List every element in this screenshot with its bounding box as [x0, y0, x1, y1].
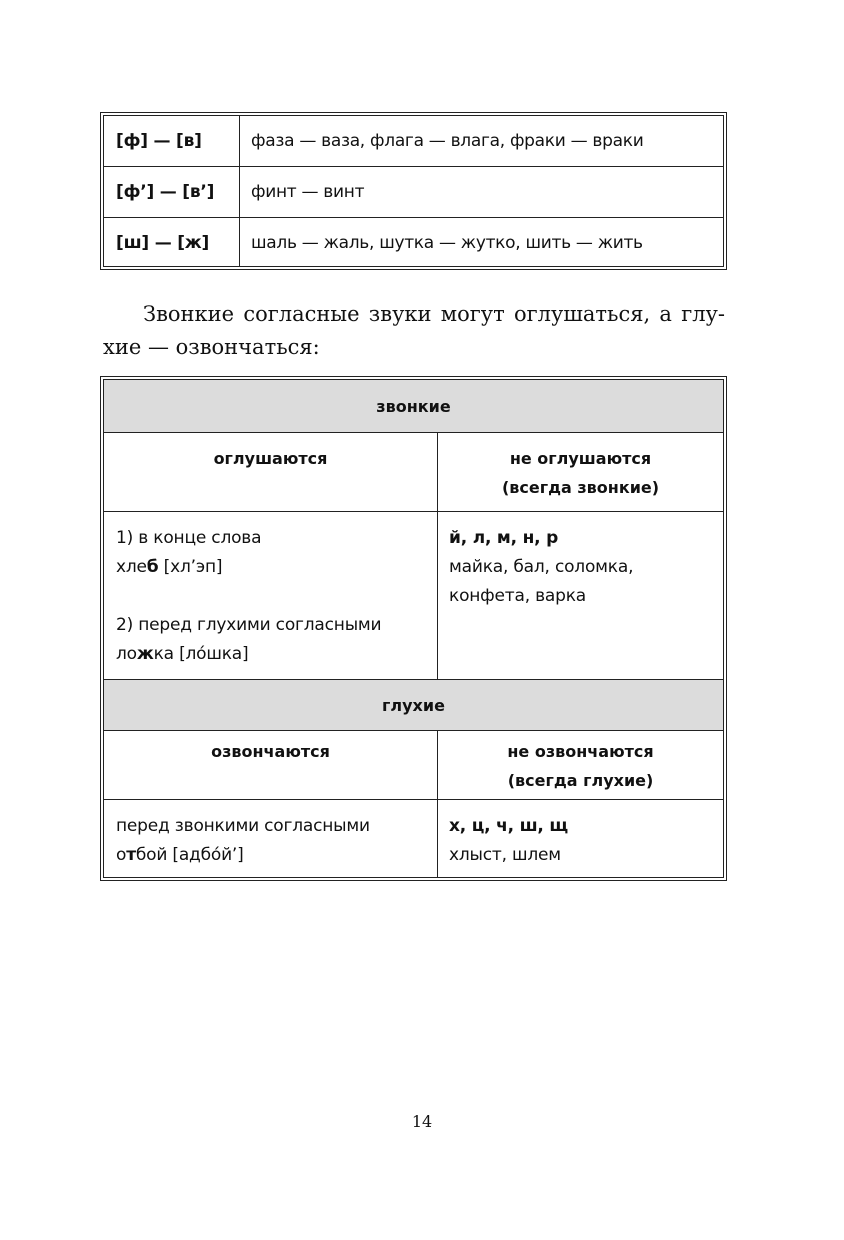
voicing-rules — [116, 812, 431, 870]
examples-cell: шаль — жаль, шутка — жутко, шить — жить — [251, 233, 643, 253]
rule-item: 2) перед глухими согласными — [116, 615, 382, 635]
column-title: оглушаются — [213, 449, 328, 468]
divider — [104, 799, 723, 800]
always-voiceless-list — [449, 812, 719, 870]
example-word: отбой [адбо́й’] — [116, 845, 244, 865]
example-word: хлеб [хл’эп] — [116, 557, 223, 577]
letters: х, ц, ч, ш, щ — [449, 816, 568, 836]
page-number: 14 — [411, 1112, 433, 1131]
voicing-table — [100, 376, 727, 881]
examples: майка, бал, соломка, — [449, 557, 634, 577]
voiceless-section-header: глухие — [104, 680, 723, 730]
column-subtitle: (всегда глухие) — [507, 771, 654, 790]
examples-cell: финт — винт — [251, 182, 365, 202]
body-paragraph — [103, 298, 725, 364]
table-row — [104, 166, 723, 217]
table-row — [104, 116, 723, 166]
consonant-pairs-table — [100, 112, 727, 270]
letters: й, л, м, н, р — [449, 528, 559, 548]
column-header-voiced — [104, 737, 437, 766]
sounds-cell: [ф’] — [в’] — [116, 182, 215, 202]
table-row — [104, 217, 723, 268]
examples-cell: фаза — ваза, флага — влага, фраки — враки — [251, 131, 644, 151]
column-title: озвончаются — [211, 742, 330, 761]
always-voiced-list — [449, 524, 719, 611]
column-divider — [239, 116, 240, 266]
sounds-cell: [ф] — [в] — [116, 131, 202, 151]
column-header-devoiced — [104, 444, 437, 473]
column-header-not-devoiced — [438, 444, 723, 502]
paragraph-line: хие — озвончаться: — [103, 335, 320, 359]
examples: хлыст, шлем — [449, 845, 561, 865]
rule-item: перед звонкими согласными — [116, 816, 370, 836]
examples: конфета, варка — [449, 586, 587, 606]
divider — [104, 730, 723, 731]
divider — [104, 511, 723, 512]
sounds-cell: [ш] — [ж] — [116, 233, 210, 253]
devoicing-rules — [116, 524, 431, 669]
column-title: не оглушаются — [509, 449, 652, 468]
column-header-not-voiced — [438, 737, 723, 795]
column-title: не озвончаются — [507, 742, 654, 761]
paragraph-line: Звонкие согласные звуки могут оглушаться, а глу- — [143, 302, 725, 326]
column-subtitle: (всегда звонкие) — [501, 478, 660, 497]
example-word: ложка [ло́шка] — [116, 644, 249, 664]
rule-item: 1) в конце слова — [116, 528, 262, 548]
divider — [104, 432, 723, 433]
voiced-section-header: звонкие — [104, 380, 723, 432]
